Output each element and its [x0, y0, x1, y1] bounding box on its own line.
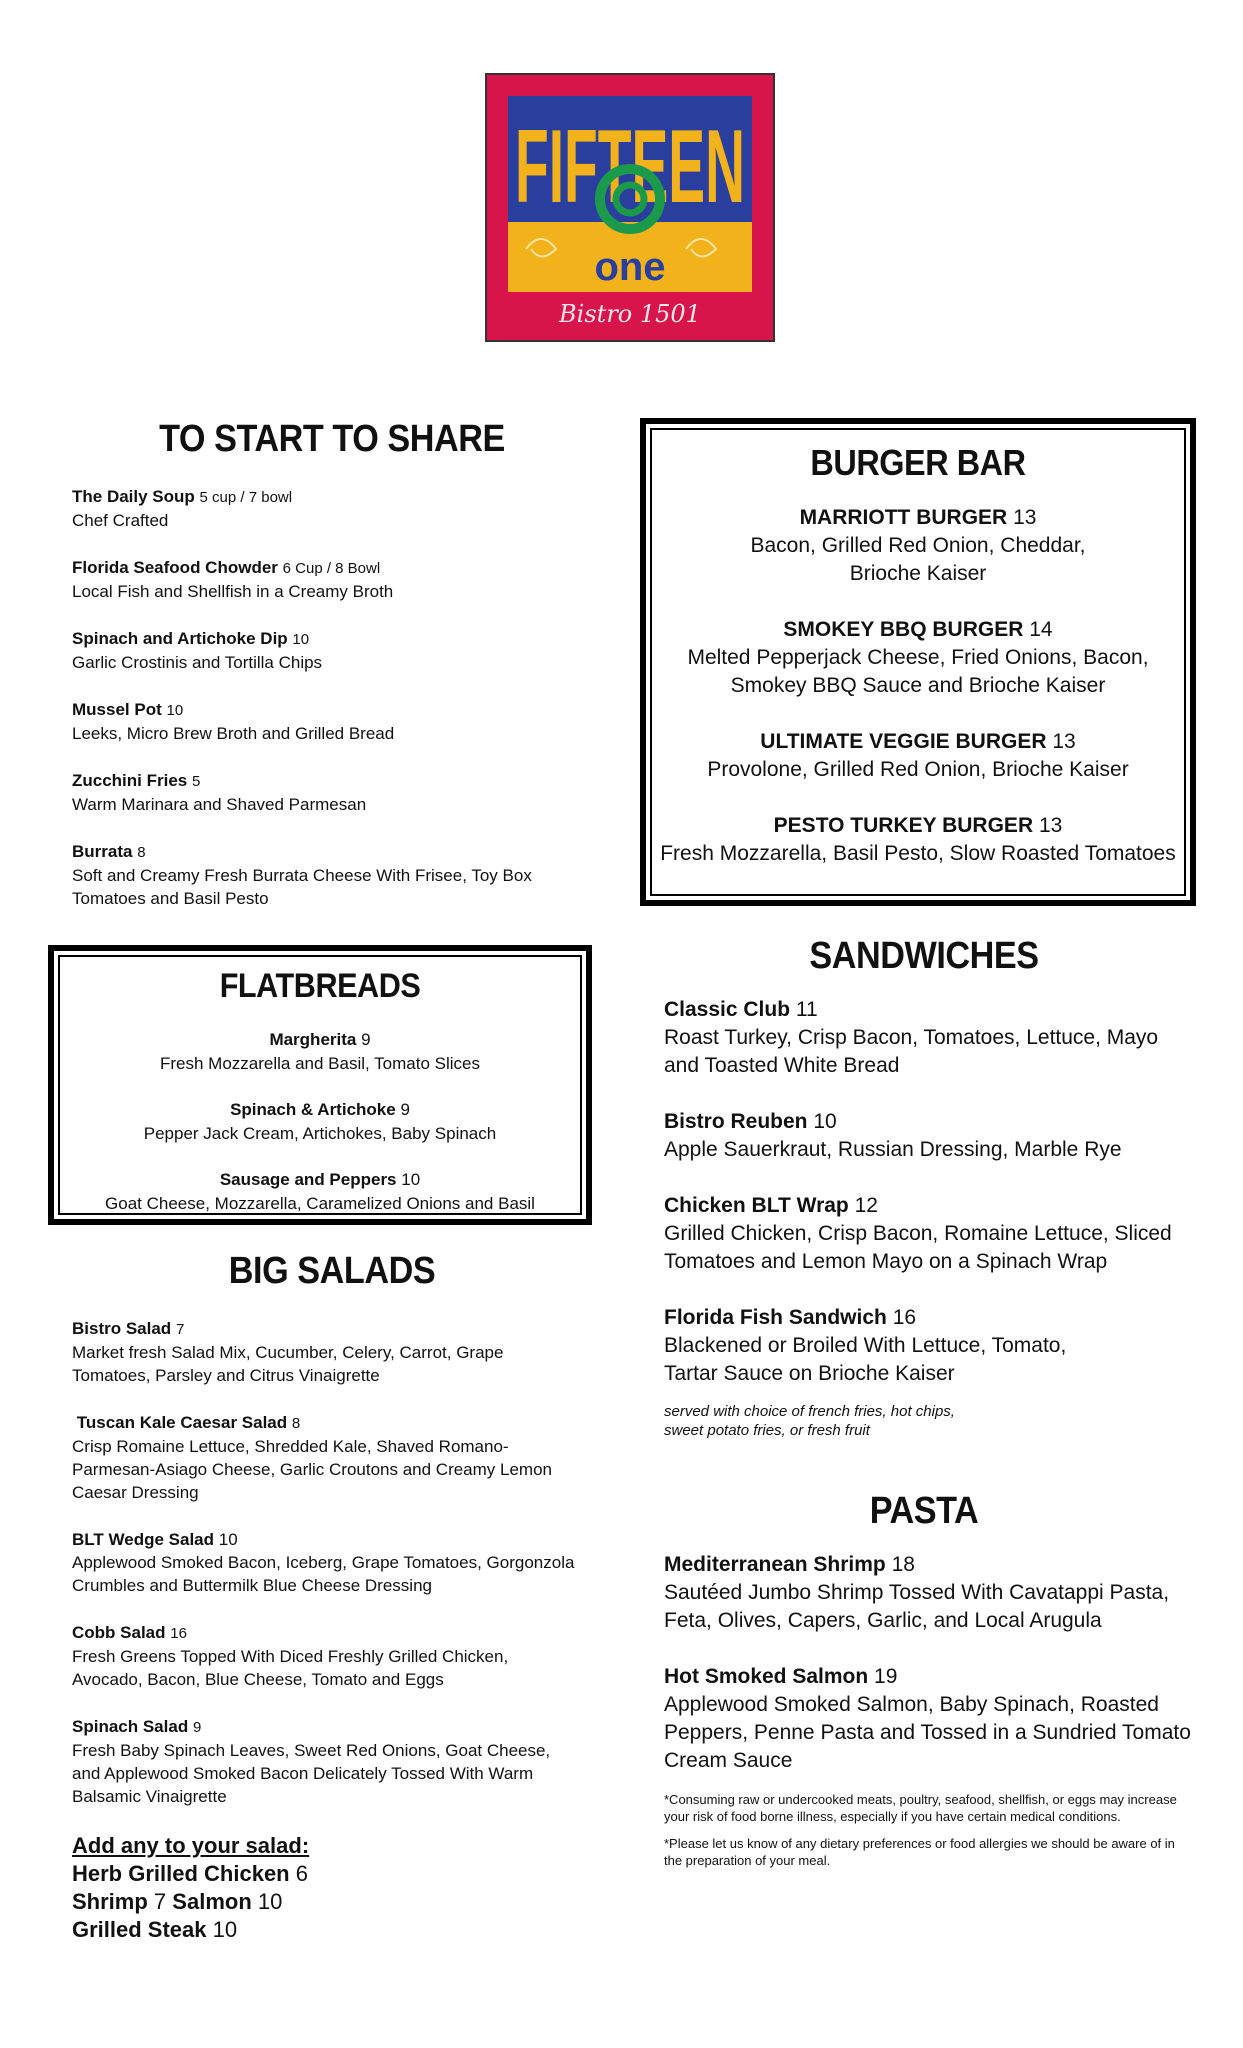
menu-item [652, 812, 1184, 868]
addon-name: Herb Grilled Chicken [72, 1861, 290, 1886]
item-desc: Provolone, Grilled Red Onion, Brioche Kaiser [707, 758, 1129, 781]
item-desc: Smokey BBQ Sauce and Brioche Kaiser [730, 674, 1106, 697]
item-desc: Bacon, Grilled Red Onion, Cheddar, [750, 534, 1086, 557]
start-share-section [72, 418, 592, 934]
item-desc: Melted Pepperjack Cheese, Fried Onions, Bacon, [687, 646, 1149, 669]
logo-script-text: Bistro 1501 [559, 300, 701, 328]
item-price: 18 [891, 1553, 915, 1576]
sides-note-line: sweet potato fries, or fresh fruit [664, 1422, 870, 1439]
item-name: Cobb Salad [72, 1623, 166, 1642]
item-price: 9 [400, 1100, 410, 1119]
addon-price: 7 [153, 1889, 167, 1914]
menu-item [72, 1715, 552, 1808]
item-desc: Chef Crafted [72, 511, 169, 530]
item-desc: Fresh Mozzarella and Basil, Tomato Slices [160, 1054, 480, 1073]
menu-item [664, 1304, 1204, 1388]
logo-word-bottom: one [594, 245, 666, 289]
item-desc: Fresh Baby Spinach Leaves, Sweet Red Onions, Goat Cheese, and Applewood Smoked Bacon Delicately Tossed With Warm Balsamic Vinaigrette [72, 1741, 551, 1806]
item-desc: Brioche Kaiser [849, 562, 987, 585]
flatbreads-title: FLATBREADS [219, 967, 421, 1005]
menu-item [664, 1108, 1204, 1164]
item-name: Zucchini Fries [72, 771, 188, 790]
item-name: Tuscan Kale Caesar Salad [76, 1413, 288, 1432]
item-desc: Crisp Romaine Lettuce, Shredded Kale, Shaved Romano-Parmesan-Asiago Cheese, Garlic Croutons and Creamy Lemon Caesar Dressing [72, 1437, 553, 1502]
addon-name: Grilled Steak [72, 1917, 207, 1942]
menu-item [60, 1168, 580, 1216]
item-price: 10 [292, 631, 310, 648]
item-name: Spinach Salad [72, 1717, 189, 1736]
item-price: 12 [854, 1194, 878, 1217]
item-price: 16 [892, 1306, 917, 1329]
menu-item [664, 996, 1164, 1080]
addon-line [72, 1860, 592, 1888]
item-desc: Applewood Smoked Salmon, Baby Spinach, Roasted Peppers, Penne Pasta and Tossed in a Sundried Tomato Cream Sauce [664, 1693, 1191, 1772]
menu-item [60, 1098, 580, 1146]
item-price: 19 [874, 1665, 898, 1688]
addons-heading: Add any to your salad: [72, 1833, 310, 1858]
addon-line [72, 1916, 592, 1944]
item-price: 13 [1052, 730, 1076, 753]
item-price: 11 [795, 998, 818, 1021]
logo-word-top: FIFTEEN [515, 109, 745, 225]
sides-note [664, 1402, 1204, 1440]
restaurant-logo [486, 74, 774, 341]
allergy-disclaimer: *Please let us know of any dietary preferences or food allergies we should be aware of in the preparation of your meal. [664, 1836, 1175, 1868]
item-price: 5 [191, 773, 201, 790]
item-name: Hot Smoked Salmon [664, 1665, 869, 1688]
item-price: 10 [401, 1170, 421, 1189]
menu-item [664, 1663, 1194, 1775]
item-price: 9 [361, 1030, 371, 1049]
item-desc: Tartar Sauce on Brioche Kaiser [664, 1362, 955, 1385]
item-name: SMOKEY BBQ BURGER [783, 618, 1024, 641]
menu-item [72, 1317, 542, 1387]
item-desc: Fresh Greens Topped With Diced Freshly Grilled Chicken, Avocado, Bacon, Blue Cheese, Tomato and Eggs [72, 1647, 509, 1689]
item-name: Margherita [269, 1030, 357, 1049]
menu-item [72, 840, 542, 910]
item-desc: Roast Turkey, Crisp Bacon, Tomatoes, Lettuce, Mayo and Toasted White Bread [664, 1026, 1159, 1077]
menu-item [72, 1411, 552, 1504]
item-desc: Apple Sauerkraut, Russian Dressing, Marble Rye [664, 1138, 1122, 1161]
item-name: Mediterranean Shrimp [664, 1553, 886, 1576]
item-price: 5 cup / 7 bowl [199, 489, 293, 506]
item-name: Classic Club [664, 998, 791, 1021]
flatbreads-box [48, 945, 592, 1225]
item-desc: Applewood Smoked Bacon, Iceberg, Grape Tomatoes, Gorgonzola Crumbles and Buttermilk Blue Cheese Dressing [72, 1553, 575, 1595]
item-price: 8 [137, 844, 146, 861]
item-desc: Fresh Mozzarella, Basil Pesto, Slow Roasted Tomatoes [660, 842, 1176, 865]
addon-name: Salmon [172, 1889, 252, 1914]
item-price: 10 [218, 1530, 238, 1549]
item-name: Spinach & Artichoke [230, 1100, 396, 1119]
menu-item [72, 769, 592, 816]
item-name: Chicken BLT Wrap [664, 1194, 849, 1217]
item-price: 10 [813, 1110, 837, 1133]
item-price: 7 [175, 1321, 185, 1338]
item-name: Florida Fish Sandwich [664, 1306, 887, 1329]
addon-price: 6 [295, 1861, 308, 1886]
item-name: Bistro Salad [72, 1319, 172, 1338]
menu-item [652, 616, 1184, 700]
item-name: Burrata [72, 842, 133, 861]
sandwiches-title: SANDWICHES [809, 935, 1039, 977]
addon-name: Shrimp [72, 1889, 148, 1914]
item-name: ULTIMATE VEGGIE BURGER [760, 730, 1047, 753]
menu-item [72, 1621, 522, 1691]
item-desc: Garlic Crostinis and Tortilla Chips [72, 653, 323, 672]
item-price: 6 Cup / 8 Bowl [282, 560, 381, 577]
item-desc: Pepper Jack Cream, Artichokes, Baby Spinach [143, 1124, 497, 1143]
item-price: 13 [1013, 506, 1037, 529]
item-desc: Local Fish and Shellfish in a Creamy Broth [72, 582, 394, 601]
item-desc: Market fresh Salad Mix, Cucumber, Celery, Carrot, Grape Tomatoes, Parsley and Citrus Vinaigrette [72, 1343, 504, 1385]
menu-item [664, 1192, 1184, 1276]
big-salads-title: BIG SALADS [228, 1250, 436, 1292]
item-name: BLT Wedge Salad [72, 1530, 215, 1549]
item-name: PESTO TURKEY BURGER [773, 814, 1034, 837]
big-salads-section [72, 1250, 592, 1944]
menu-item [72, 485, 592, 532]
item-name: Mussel Pot [72, 700, 162, 719]
item-desc: Goat Cheese, Mozzarella, Caramelized Onions and Basil [105, 1194, 535, 1213]
menu-item [664, 1551, 1184, 1635]
addon-line [72, 1888, 592, 1916]
item-name: MARRIOTT BURGER [799, 506, 1008, 529]
start-share-title: TO START TO SHARE [159, 418, 505, 460]
menu-item [60, 1028, 580, 1076]
menu-item [652, 728, 1184, 784]
item-desc: Sautéed Jumbo Shrimp Tossed With Cavatappi Pasta, Feta, Olives, Capers, Garlic, and Local Arugula [664, 1581, 1170, 1632]
addon-price: 10 [212, 1917, 238, 1942]
raw-food-disclaimer: *Consuming raw or undercooked meats, poultry, seafood, shellfish, or eggs may increase your risk of food borne illness, especially if you have certain medical conditions. [664, 1792, 1177, 1824]
item-desc: Grilled Chicken, Crisp Bacon, Romaine Lettuce, Sliced Tomatoes and Lemon Mayo on a Spinach Wrap [664, 1222, 1172, 1273]
item-desc: Blackened or Broiled With Lettuce, Tomato, [664, 1334, 1067, 1357]
item-name: Spinach and Artichoke Dip [72, 629, 288, 648]
item-price: 9 [192, 1719, 202, 1736]
burger-bar-title: BURGER BAR [810, 442, 1026, 483]
item-price: 13 [1038, 814, 1063, 837]
menu-item [72, 1528, 582, 1597]
pasta-section [664, 1490, 1204, 1879]
item-price: 10 [166, 702, 184, 719]
menu-item [72, 627, 592, 674]
menu-item [72, 698, 592, 745]
sandwiches-section [664, 935, 1204, 1440]
pasta-title: PASTA [869, 1490, 979, 1532]
item-price: 8 [291, 1415, 301, 1432]
item-name: Sausage and Peppers [219, 1170, 397, 1189]
salad-addons [72, 1832, 592, 1944]
addon-price: 10 [257, 1889, 283, 1914]
item-price: 16 [170, 1625, 187, 1642]
menu-item [72, 556, 592, 603]
menu-item [652, 504, 1184, 588]
item-desc: Soft and Creamy Fresh Burrata Cheese With Frisee, Toy Box Tomatoes and Basil Pesto [72, 866, 532, 908]
item-name: Bistro Reuben [664, 1110, 808, 1133]
sides-note-line: served with choice of french fries, hot chips, [664, 1403, 955, 1420]
item-name: The Daily Soup [72, 487, 195, 506]
item-desc: Warm Marinara and Shaved Parmesan [72, 795, 367, 814]
item-price: 14 [1029, 618, 1053, 641]
item-name: Florida Seafood Chowder [72, 558, 278, 577]
burger-bar-box [640, 418, 1196, 906]
item-desc: Leeks, Micro Brew Broth and Grilled Bread [72, 724, 395, 743]
